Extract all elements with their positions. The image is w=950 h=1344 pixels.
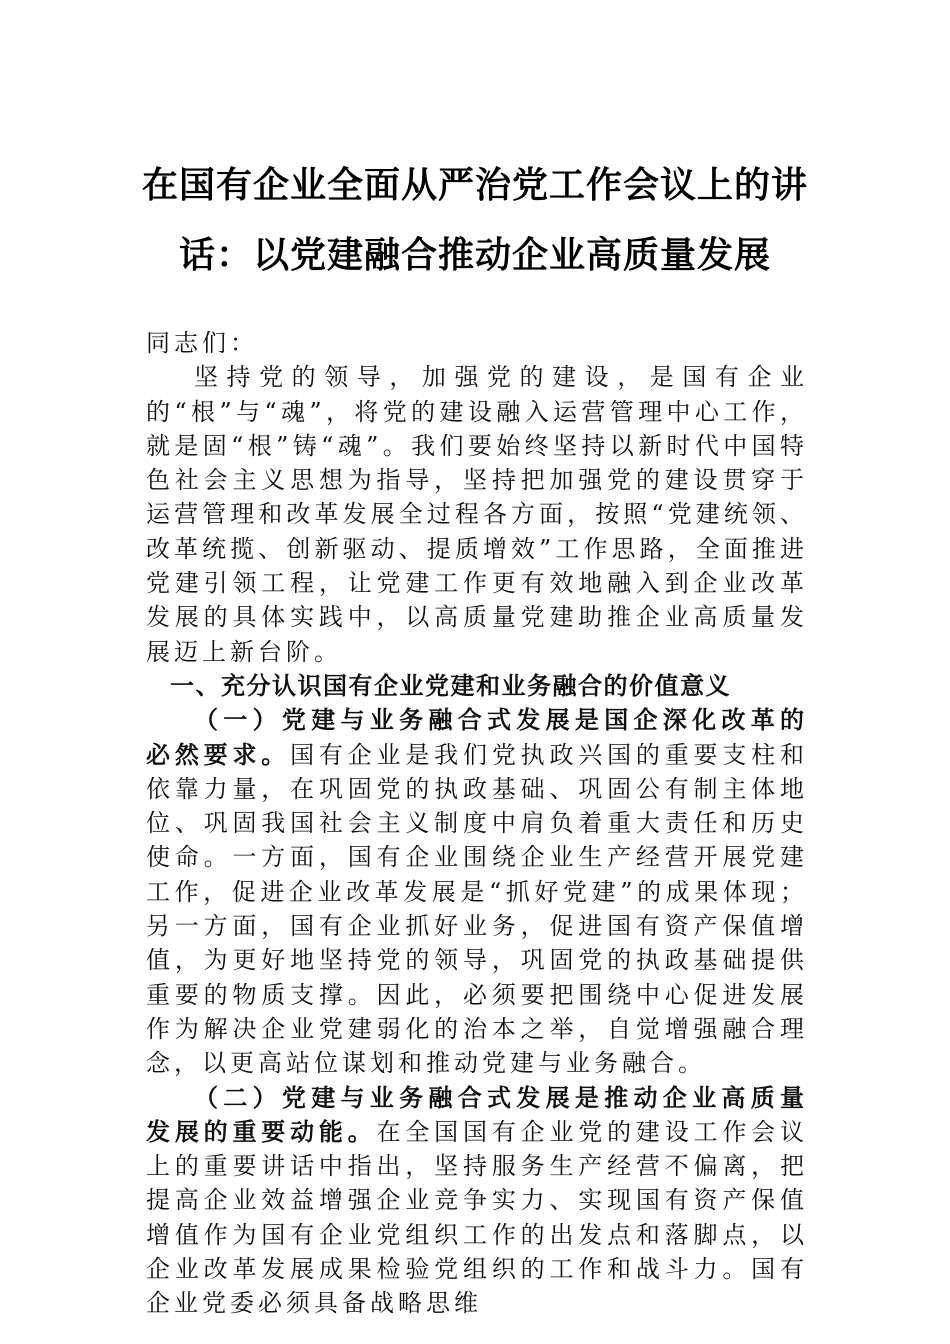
- subsection-2-lead: （二）党建与业务融合式发展是推动企业高质量发展的重要动能。: [146, 1083, 808, 1146]
- title-line-1: 在国有企业全面从严治党工作会议上的讲: [141, 164, 808, 206]
- subsection-1-text: 国有企业是我们党执政兴国的重要支柱和依靠力量，在巩固党的执政基础、巩固公有制主体地位、巩固我国社会主义制度中肩负着重大责任和历史使命。一方面，国有企业围绕企业生产经营开展党建工作，促进企业改革发展是“抓好党建”的成果体现；另一方面，国有企业抓好业务，促进国有资产保值增值，为更好地坚持党的领导，巩固党的执政基础提供重要的物质支撑。因此，必须要把围绕中心促进发展作为解决企业党建弱化的治本之举，自觉增强融合理念，以更高站位谋划和推动党建与业务融合。: [146, 740, 809, 1078]
- document-body: [146, 326, 808, 1321]
- title-line-2: 话：以党建融合推动企业高质量发展: [178, 234, 771, 276]
- salutation: 同志们：: [146, 329, 258, 357]
- subsection-2-text: 在全国国有企业党的建设工作会议上的重要讲话中指出，坚持服务生产经营不偏离，把提高企业效益增强企业竞争实力、实现国有资产保值增值作为国有企业党组织工作的出发点和落脚点，以企业改革发展成果检验党组织的工作和战斗力。国有企业党委必须具备战略思维: [146, 1117, 809, 1318]
- document-title: [100, 150, 850, 290]
- subsection-1-lead: （一）党建与业务融合式发展是国企深化改革的必然要求。: [146, 706, 808, 769]
- intro-paragraph: 坚持党的领导，加强党的建设，是国有企业的“根”与“魂”，将党的建设融入运营管理中心工作，就是固“根”铸“魂”。我们要始终坚持以新时代中国特色社会主义思想为指导，坚持把加强党的建设贯穿于运营管理和改革发展全过程各方面，按照“党建统领、改革统揽、创新驱动、提质增效”工作思路，全面推进党建引领工程，让党建工作更有效地融入到企业改革发展的具体实践中，以高质量党建助推企业高质量发展迈上新台阶。: [146, 363, 808, 666]
- section-1-heading: 一、充分认识国有企业党建和业务融合的价值意义: [170, 671, 731, 700]
- subsection-2-paragraph: [146, 1081, 808, 1321]
- subsection-1-paragraph: [146, 703, 808, 1080]
